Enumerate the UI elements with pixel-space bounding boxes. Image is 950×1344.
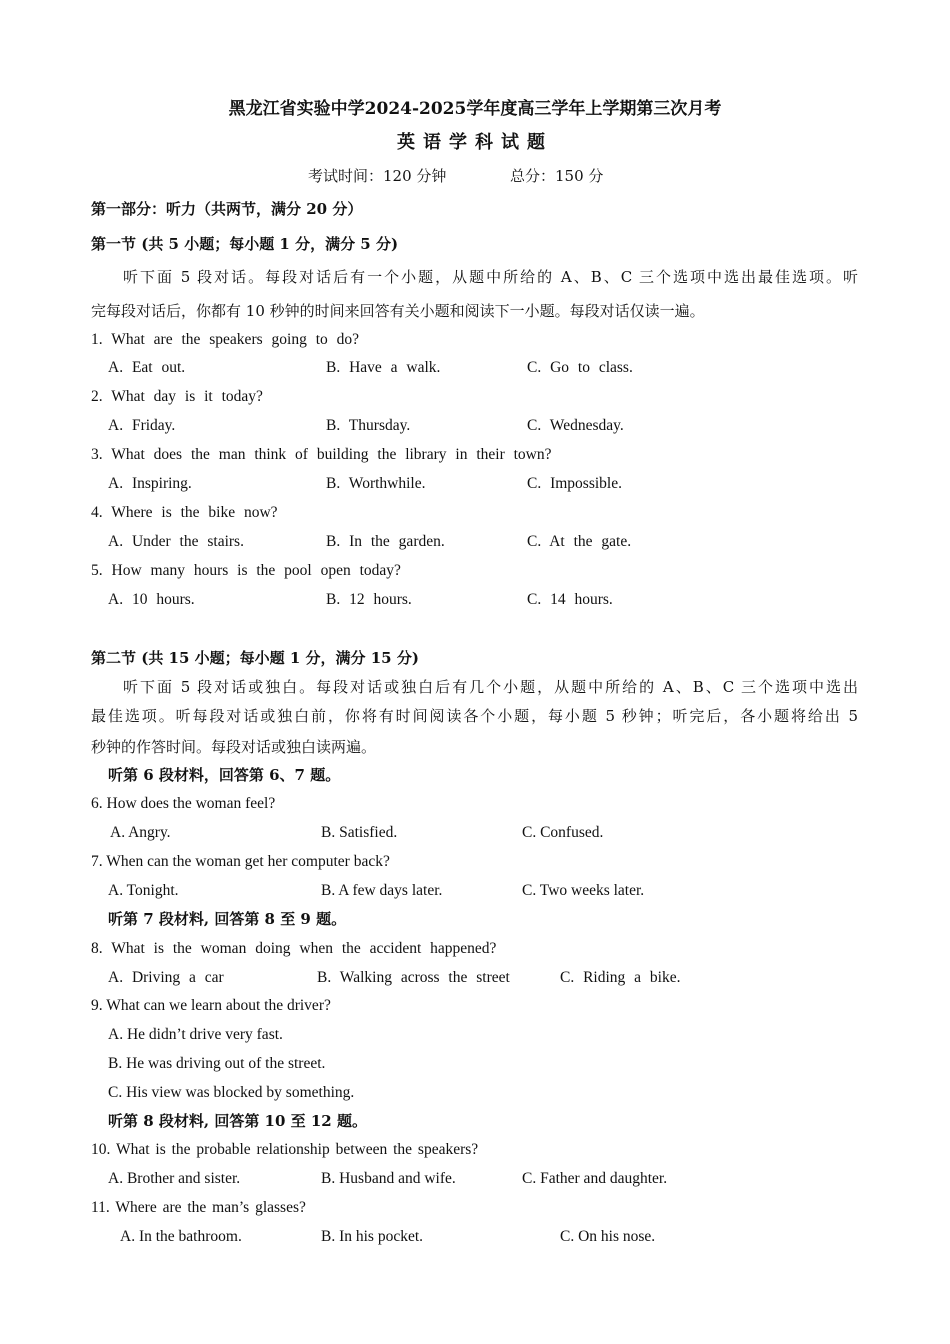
option-a: A. Angry. [110,824,171,841]
question-7: 7. When can the woman get her computer back? [91,853,390,870]
question-11: 11. Where are the man’s glasses? [91,1199,306,1216]
material-8-heading: 听第 8 段材料, 回答第 10 至 12 题。 [108,1112,367,1130]
option-a: A. Brother and sister. [108,1170,241,1187]
option-c: C. At the gate. [527,533,632,550]
option-b: B. Have a walk. [326,359,441,376]
option-b: B. Worthwhile. [326,475,426,492]
option-a: A. In the bathroom. [120,1228,242,1245]
option-a: A. Driving a car [108,969,224,986]
section2-instruction: 听下面 5 段对话或独白。每段对话或独白后有几个小题，从题中所给的 A、B、C 三个选项中选出 [123,678,858,696]
option-b: B. Walking across the street [317,969,510,986]
question-2: 2. What day is it today? [91,388,263,405]
option-c: C. Impossible. [527,475,622,492]
exam-title: 黑龙江省实验中学2024-2025学年度高三学年上学期第三次月考 [228,99,722,119]
option-b: B. 12 hours. [326,591,412,608]
option-a: A. 10 hours. [108,591,195,608]
option-b: B. He was driving out of the street. [108,1055,326,1072]
question-10: 10. What is the probable relationship between the speakers? [91,1141,479,1158]
total-score: 总分：150 分 [510,167,604,185]
option-a: A. Tonight. [108,882,179,899]
option-c: C. Confused. [522,824,604,841]
option-a: A. Under the stairs. [108,533,244,550]
option-c: C. Go to class. [527,359,633,376]
option-b: B. Husband and wife. [321,1170,456,1187]
option-b: B. In his pocket. [321,1228,424,1245]
question-6: 6. How does the woman feel? [91,795,276,812]
option-a: A. Eat out. [108,359,186,376]
question-3: 3. What does the man think of building the library in their town? [91,446,552,463]
subject-title: 英语学科试题 [397,132,553,153]
option-b: B. Satisfied. [321,824,398,841]
material-7-heading: 听第 7 段材料, 回答第 8 至 9 题。 [108,910,347,928]
option-a: A. He didn’t drive very fast. [108,1026,283,1043]
option-b: B. Thursday. [326,417,411,434]
option-b: B. A few days later. [321,882,443,899]
section2-heading: 第二节 (共 15 小题；每小题 1 分，满分 15 分) [91,649,419,667]
option-b: B. In the garden. [326,533,445,550]
question-1: 1. What are the speakers going to do? [91,331,359,348]
option-c: C. Two weeks later. [522,882,645,899]
part1-heading: 第一部分：听力（共两节，满分 20 分） [91,200,363,218]
section1-instruction: 听下面 5 段对话。每段对话后有一个小题，从题中所给的 A、B、C 三个选项中选出最佳选项。听 [123,268,858,286]
material-6-heading: 听第 6 段材料，回答第 6、7 题。 [108,766,341,784]
section1-heading: 第一节 (共 5 小题；每小题 1 分，满分 5 分) [91,235,399,253]
option-c: C. His view was blocked by something. [108,1084,355,1101]
section2-instruction: 秒钟的作答时间。每段对话或独白读两遍。 [91,738,377,756]
option-c: C. Wednesday. [527,417,624,434]
option-a: A. Friday. [108,417,176,434]
section2-instruction: 最佳选项。听每段对话或独白前，你将有时间阅读各个小题，每小题 5 秒钟；听完后，各小题将给出 5 [91,707,858,725]
question-5: 5. How many hours is the pool open today? [91,562,401,579]
option-c: C. Father and daughter. [522,1170,668,1187]
option-c: C. 14 hours. [527,591,613,608]
exam-time: 考试时间：120 分钟 [308,167,447,185]
section1-instruction: 完每段对话后，你都有 10 秒钟的时间来回答有关小题和阅读下一小题。每段对话仅读一遍。 [91,302,705,320]
option-c: C. Riding a bike. [560,969,681,986]
question-8: 8. What is the woman doing when the accident happened? [91,940,497,957]
question-9: 9. What can we learn about the driver? [91,997,331,1014]
question-4: 4. Where is the bike now? [91,504,278,521]
option-c: C. On his nose. [560,1228,656,1245]
option-a: A. Inspiring. [108,475,192,492]
